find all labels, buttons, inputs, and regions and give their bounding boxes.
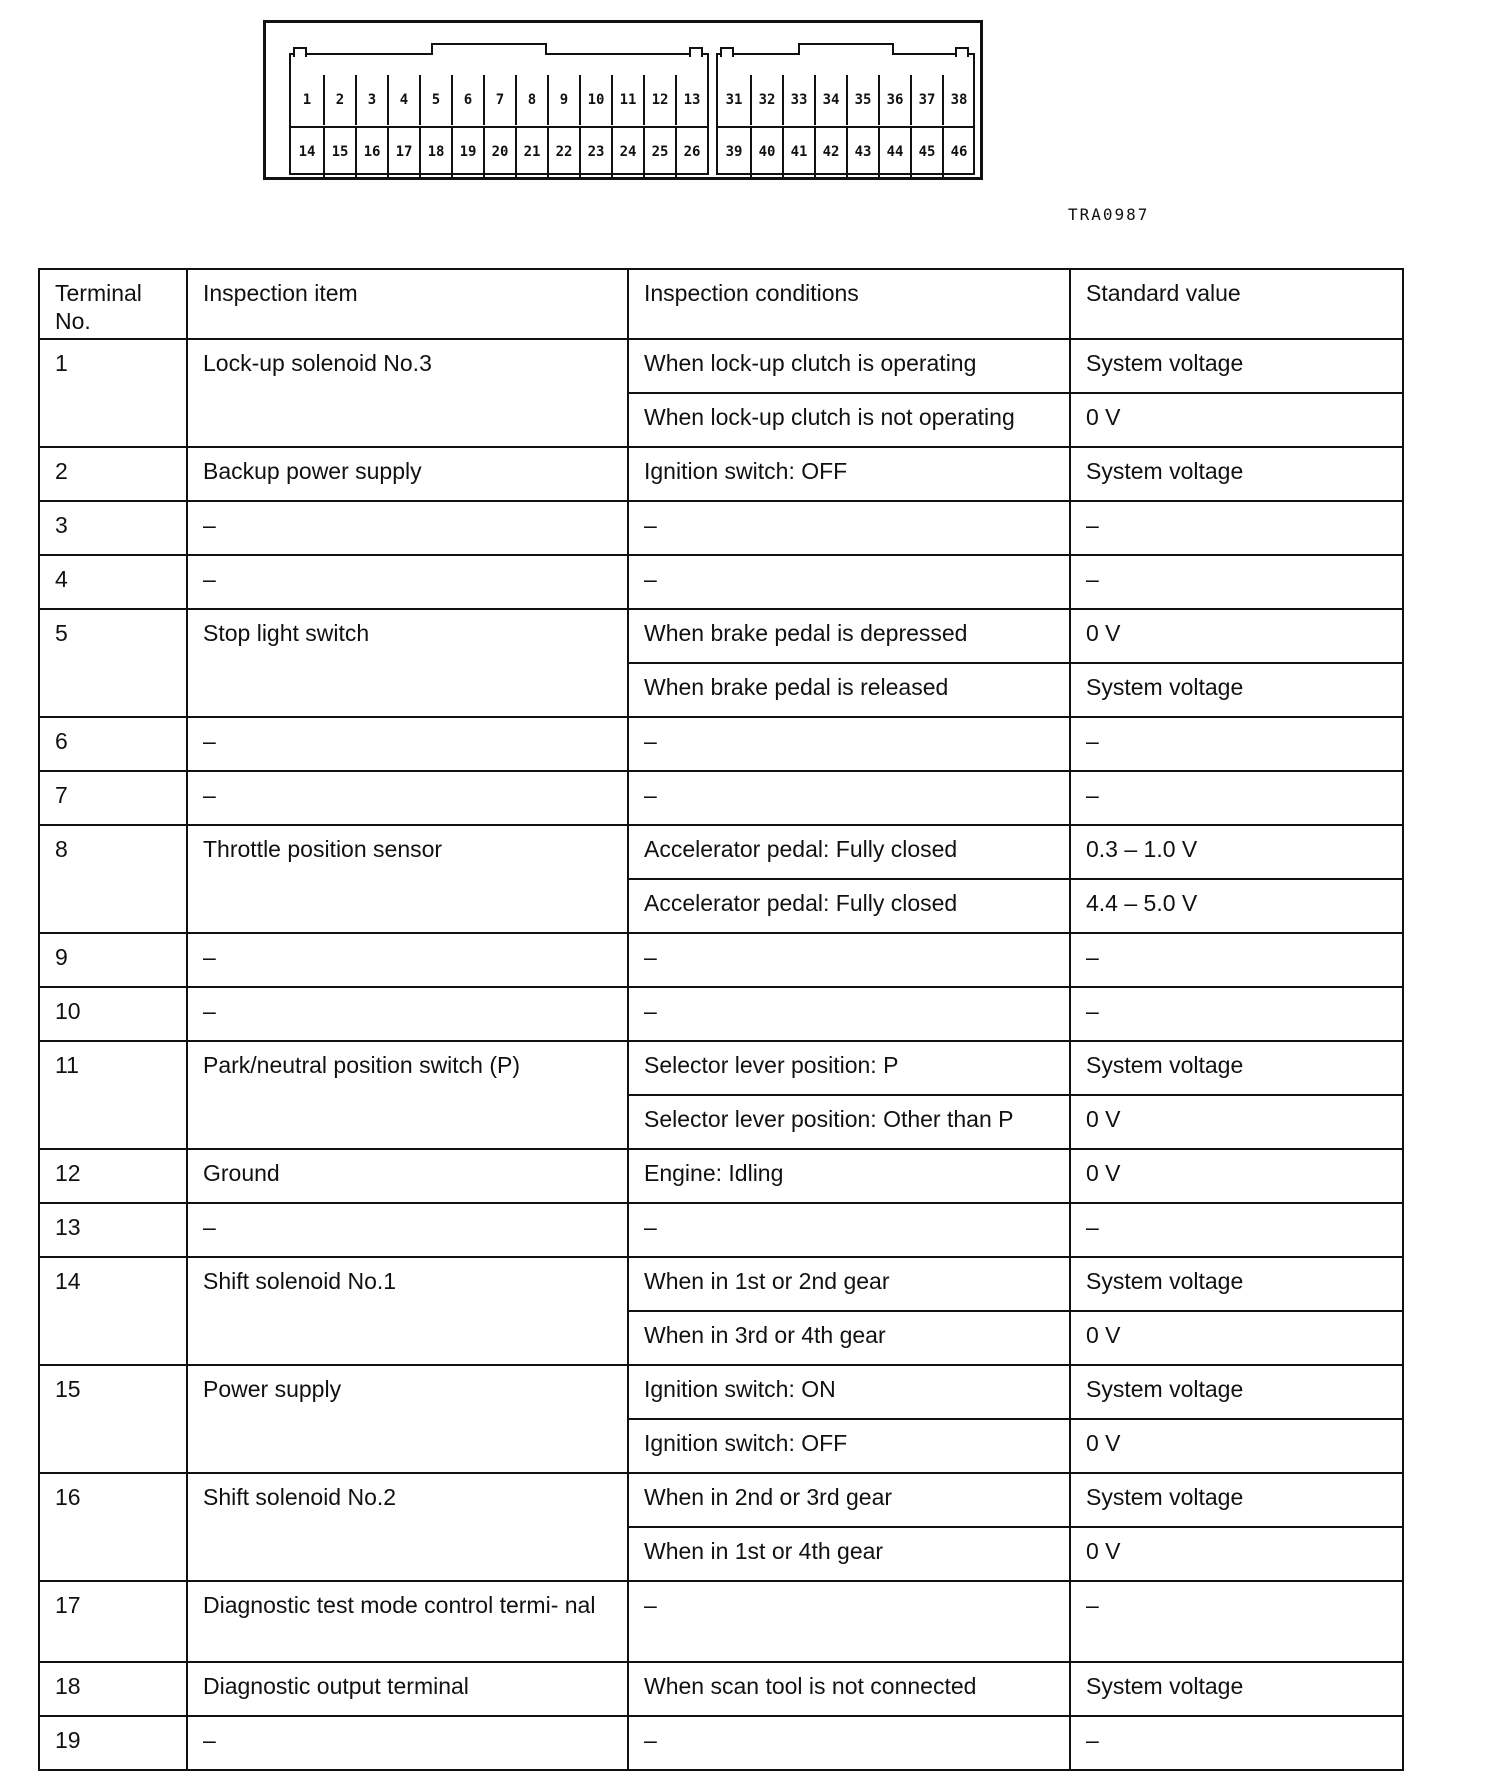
pin-number: 35 [846,75,878,125]
inspection-item-cell: Lock-up solenoid No.3 [187,339,628,447]
pin-number: 17 [387,127,419,177]
terminal-cell: 7 [39,771,187,825]
standard-value-cell: System voltage [1070,1041,1403,1095]
pin-number: 44 [878,127,910,177]
terminal-cell: 1 [39,339,187,447]
table-row [39,1365,1403,1419]
pin-number: 34 [814,75,846,125]
table-row [39,825,1403,879]
pin-number: 41 [782,127,814,177]
standard-value-cell: – [1070,717,1403,771]
diagram-code: TRA0987 [1068,205,1150,224]
standard-value-cell: 0 V [1070,1527,1403,1581]
pin-number: 16 [355,127,387,177]
standard-value-cell: 0 V [1070,393,1403,447]
pin-number: 26 [675,127,707,177]
pin-number: 25 [643,127,675,177]
condition-cell: – [628,771,1070,825]
pin-number: 37 [910,75,942,125]
standard-value-cell: – [1070,987,1403,1041]
table-row [39,1257,1403,1311]
latch [431,43,547,55]
standard-value-cell: System voltage [1070,663,1403,717]
connector-block-b [716,53,975,175]
inspection-item-cell: Ground [187,1149,628,1203]
condition-cell: When brake pedal is depressed [628,609,1070,663]
table-row [39,1203,1403,1257]
terminal-inspection-table [38,268,1404,1771]
terminal-cell: 11 [39,1041,187,1149]
terminal-cell: 4 [39,555,187,609]
pin-number: 46 [942,127,974,177]
table-row [39,555,1403,609]
terminal-cell: 17 [39,1581,187,1662]
condition-cell: Accelerator pedal: Fully closed [628,879,1070,933]
table-row [39,1473,1403,1527]
table-row [39,987,1403,1041]
terminal-cell: 14 [39,1257,187,1365]
pin-number: 10 [579,75,611,125]
terminal-cell: 10 [39,987,187,1041]
pin-number: 9 [547,75,579,125]
condition-cell: When brake pedal is released [628,663,1070,717]
pin-number: 21 [515,127,547,177]
table-row [39,1149,1403,1203]
pin-number: 7 [483,75,515,125]
condition-cell: When in 1st or 2nd gear [628,1257,1070,1311]
table-row [39,1581,1403,1662]
condition-cell: – [628,1203,1070,1257]
condition-cell: – [628,501,1070,555]
tab [293,47,307,57]
inspection-item-cell: Power supply [187,1365,628,1473]
standard-value-cell: System voltage [1070,1365,1403,1419]
standard-value-cell: System voltage [1070,1473,1403,1527]
pin-number: 39 [725,144,743,160]
inspection-item-cell: Stop light switch [187,609,628,717]
header-inspection-item: Inspection item [187,269,628,339]
table-row [39,771,1403,825]
pin-number: 32 [750,75,782,125]
terminal-cell: 9 [39,933,187,987]
pin-number: 19 [451,127,483,177]
standard-value-cell: System voltage [1070,339,1403,393]
terminal-cell: 18 [39,1662,187,1716]
pin-number: 38 [942,75,974,125]
terminal-cell: 3 [39,501,187,555]
condition-cell: Ignition switch: OFF [628,1419,1070,1473]
standard-value-cell: – [1070,933,1403,987]
pin-number: 6 [451,75,483,125]
pin-number: 2 [323,75,355,125]
inspection-item-cell: Shift solenoid No.2 [187,1473,628,1581]
pin-number: 13 [675,75,707,125]
pin-number: 22 [547,127,579,177]
inspection-item-cell: Diagnostic test mode control termi- nal [187,1581,628,1662]
pin-row [718,127,974,177]
inspection-item-cell: – [187,771,628,825]
pin-number: 18 [419,127,451,177]
pin-row [718,75,974,125]
pin-number: 31 [725,92,743,108]
standard-value-cell: 0.3 – 1.0 V [1070,825,1403,879]
tab [689,47,703,57]
pin-number: 33 [782,75,814,125]
inspection-item-cell: Shift solenoid No.1 [187,1257,628,1365]
standard-value-cell: System voltage [1070,1662,1403,1716]
condition-cell: When lock-up clutch is operating [628,339,1070,393]
terminal-cell: 16 [39,1473,187,1581]
terminal-cell: 2 [39,447,187,501]
condition-cell: Ignition switch: ON [628,1365,1070,1419]
inspection-item-cell: – [187,501,628,555]
pin-number: 24 [611,127,643,177]
table-row [39,447,1403,501]
inspection-item-cell: – [187,933,628,987]
condition-cell: When in 1st or 4th gear [628,1527,1070,1581]
tab [955,47,969,57]
table-row [39,501,1403,555]
pin-number: 12 [643,75,675,125]
pin-row [291,75,707,125]
condition-cell: – [628,1581,1070,1662]
standard-value-cell: 0 V [1070,1149,1403,1203]
standard-value-cell: – [1070,555,1403,609]
inspection-item-cell: – [187,555,628,609]
pin-number: 1 [302,92,312,108]
standard-value-cell: – [1070,771,1403,825]
table-row [39,717,1403,771]
pin-number: 3 [355,75,387,125]
condition-cell: – [628,987,1070,1041]
standard-value-cell: – [1070,1716,1403,1770]
terminal-cell: 5 [39,609,187,717]
condition-cell: Ignition switch: OFF [628,447,1070,501]
standard-value-cell: 0 V [1070,1419,1403,1473]
condition-cell: Selector lever position: P [628,1041,1070,1095]
condition-cell: When in 3rd or 4th gear [628,1311,1070,1365]
pin-number: 15 [323,127,355,177]
condition-cell: When in 2nd or 3rd gear [628,1473,1070,1527]
standard-value-cell: 0 V [1070,609,1403,663]
table-row [39,609,1403,663]
pin-number: 20 [483,127,515,177]
inspection-item-cell: – [187,1716,628,1770]
inspection-item-cell: Park/neutral position switch (P) [187,1041,628,1149]
connector-diagram [263,20,983,180]
pin-number: 23 [579,127,611,177]
condition-cell: – [628,555,1070,609]
condition-cell: Accelerator pedal: Fully closed [628,825,1070,879]
inspection-item-cell: – [187,717,628,771]
terminal-cell: 19 [39,1716,187,1770]
standard-value-cell: – [1070,1581,1403,1662]
table-row [39,933,1403,987]
header-standard-value: Standard value [1070,269,1403,339]
header-terminal: Terminal No. [39,269,187,339]
condition-cell: Engine: Idling [628,1149,1070,1203]
standard-value-cell: 4.4 – 5.0 V [1070,879,1403,933]
terminal-cell: 13 [39,1203,187,1257]
inspection-item-cell: – [187,987,628,1041]
tab [720,47,734,57]
terminal-cell: 8 [39,825,187,933]
inspection-item-cell: Throttle position sensor [187,825,628,933]
terminal-cell: 12 [39,1149,187,1203]
pin-number: 5 [419,75,451,125]
standard-value-cell: 0 V [1070,1311,1403,1365]
condition-cell: When scan tool is not connected [628,1662,1070,1716]
inspection-item-cell: Diagnostic output terminal [187,1662,628,1716]
latch [798,43,894,55]
condition-cell: – [628,1716,1070,1770]
standard-value-cell: System voltage [1070,447,1403,501]
table-row [39,1662,1403,1716]
table-row [39,339,1403,393]
pin-number: 36 [878,75,910,125]
inspection-item-cell: Backup power supply [187,447,628,501]
pin-number: 40 [750,127,782,177]
connector-block-a [289,53,709,175]
condition-cell: Selector lever position: Other than P [628,1095,1070,1149]
standard-value-cell: System voltage [1070,1257,1403,1311]
terminal-cell: 15 [39,1365,187,1473]
inspection-item-cell: – [187,1203,628,1257]
header-inspection-conditions: Inspection conditions [628,269,1070,339]
condition-cell: When lock-up clutch is not operating [628,393,1070,447]
standard-value-cell: 0 V [1070,1095,1403,1149]
pin-number: 14 [298,144,316,160]
standard-value-cell: – [1070,501,1403,555]
header-row [39,269,1403,339]
condition-cell: – [628,717,1070,771]
pin-number: 45 [910,127,942,177]
terminal-cell: 6 [39,717,187,771]
pin-number: 43 [846,127,878,177]
pin-number: 8 [515,75,547,125]
table-row [39,1041,1403,1095]
pin-row [291,127,707,177]
pin-number: 4 [387,75,419,125]
pin-number: 11 [611,75,643,125]
standard-value-cell: – [1070,1203,1403,1257]
condition-cell: – [628,933,1070,987]
pin-number: 42 [814,127,846,177]
